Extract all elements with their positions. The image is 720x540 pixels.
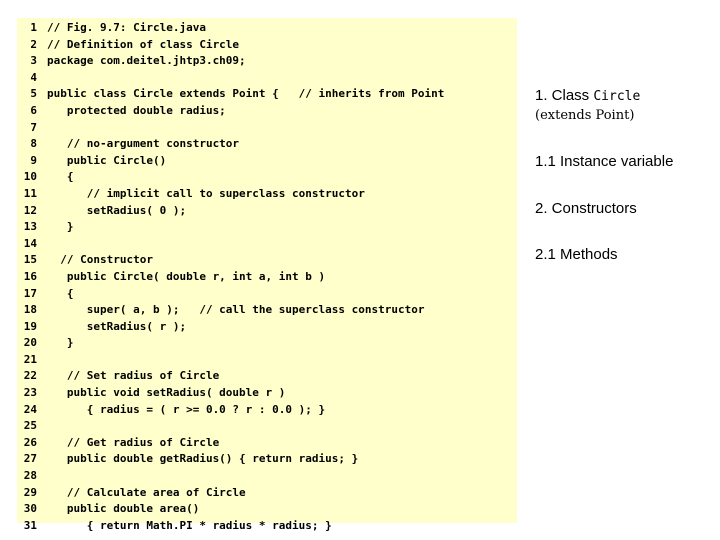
line-code-text: { xyxy=(47,170,74,184)
line-number: 25 xyxy=(23,419,37,433)
line-number: 16 xyxy=(23,269,37,283)
code-listing xyxy=(17,20,517,534)
line-code-text: public class Circle extends Point { // inherits from Point xyxy=(47,87,445,101)
line-number: 1 xyxy=(30,21,37,34)
line-code-text: public double area() xyxy=(47,502,200,516)
line-code-text: public Circle( double r, int a, int b ) xyxy=(47,269,326,283)
line-number: 31 xyxy=(23,518,37,532)
code-line xyxy=(17,252,517,269)
code-line xyxy=(17,402,517,419)
code-line xyxy=(17,302,517,319)
line-code-text: setRadius( 0 ); xyxy=(47,203,187,217)
code-line xyxy=(17,70,517,87)
line-code-text: public double getRadius() { return radius; } xyxy=(47,452,359,466)
note-extends xyxy=(535,105,634,125)
line-number: 23 xyxy=(23,386,37,400)
code-line xyxy=(17,485,517,502)
line-code-text: // Definition of class Circle xyxy=(47,37,240,51)
line-code-text: // Constructor xyxy=(47,253,153,267)
line-code-text: { return Math.PI * radius * radius; } xyxy=(47,518,332,532)
code-line xyxy=(17,153,517,170)
code-line xyxy=(17,120,517,137)
line-number: 10 xyxy=(23,170,37,184)
code-line xyxy=(17,468,517,485)
line-number: 9 xyxy=(30,153,37,167)
code-line xyxy=(17,37,517,54)
line-number: 6 xyxy=(30,103,37,117)
code-line xyxy=(17,53,517,70)
line-number: 20 xyxy=(23,336,37,350)
note-constructors: 2. Constructors xyxy=(535,200,637,217)
code-line xyxy=(17,103,517,120)
line-code-text: // Calculate area of Circle xyxy=(47,485,246,499)
line-number: 27 xyxy=(23,452,37,466)
line-code-text: public Circle() xyxy=(47,153,167,167)
code-line xyxy=(17,501,517,518)
line-code-text: setRadius( r ); xyxy=(47,319,187,333)
code-line xyxy=(17,286,517,303)
code-line xyxy=(17,335,517,352)
line-number: 22 xyxy=(23,369,37,383)
code-line xyxy=(17,435,517,452)
code-line xyxy=(17,518,517,535)
code-line xyxy=(17,203,517,220)
line-code-text: } xyxy=(47,220,74,234)
line-number: 29 xyxy=(23,485,37,499)
line-code-text: package com.deitel.jhtp3.ch09; xyxy=(47,54,246,68)
line-number: 18 xyxy=(23,303,37,317)
line-code-text: public void setRadius( double r ) xyxy=(47,386,286,400)
line-number: 21 xyxy=(23,352,37,366)
line-code-text: // Fig. 9.7: Circle.java xyxy=(47,21,206,34)
code-line xyxy=(17,368,517,385)
line-number: 2 xyxy=(30,37,37,51)
line-number: 15 xyxy=(23,253,37,267)
line-code-text: super( a, b ); // call the superclass constructor xyxy=(47,303,425,317)
code-line xyxy=(17,236,517,253)
line-number: 11 xyxy=(23,186,37,200)
line-number: 5 xyxy=(30,87,37,101)
code-listing-panel xyxy=(17,18,517,532)
code-line xyxy=(17,186,517,203)
line-number: 8 xyxy=(30,137,37,151)
line-number: 4 xyxy=(30,70,37,84)
code-line xyxy=(17,219,517,236)
line-number: 26 xyxy=(23,435,37,449)
line-code-text: // Get radius of Circle xyxy=(47,435,220,449)
line-code-text: { xyxy=(47,286,74,300)
line-number: 13 xyxy=(23,220,37,234)
note-extends-text: (extends Point) xyxy=(535,108,635,123)
line-number: 28 xyxy=(23,469,37,483)
note-methods: 2.1 Methods xyxy=(535,246,618,263)
note-class-prefix: 1. Class xyxy=(535,87,594,104)
code-line xyxy=(17,269,517,286)
line-number: 24 xyxy=(23,402,37,416)
code-line xyxy=(17,385,517,402)
code-line xyxy=(17,352,517,369)
code-line xyxy=(17,169,517,186)
code-line xyxy=(17,20,517,37)
line-number: 12 xyxy=(23,203,37,217)
line-number: 7 xyxy=(30,120,37,134)
line-code-text: // Set radius of Circle xyxy=(47,369,220,383)
line-code-text: // no-argument constructor xyxy=(47,137,240,151)
code-line xyxy=(17,319,517,336)
code-line xyxy=(17,86,517,103)
line-number: 3 xyxy=(30,54,37,68)
line-number: 30 xyxy=(23,502,37,516)
line-number: 14 xyxy=(23,236,37,250)
code-line xyxy=(17,418,517,435)
line-code-text: } xyxy=(47,336,74,350)
line-code-text: protected double radius; xyxy=(47,103,226,117)
line-code-text: { radius = ( r >= 0.0 ? r : 0.0 ); } xyxy=(47,402,326,416)
line-number: 17 xyxy=(23,286,37,300)
note-instance-variable: 1.1 Instance variable xyxy=(535,153,674,170)
code-line xyxy=(17,451,517,468)
code-line xyxy=(17,136,517,153)
note-class-circle xyxy=(535,86,640,106)
line-number: 19 xyxy=(23,319,37,333)
line-code-text: // implicit call to superclass constructor xyxy=(47,186,365,200)
note-class-name: Circle xyxy=(593,89,641,104)
